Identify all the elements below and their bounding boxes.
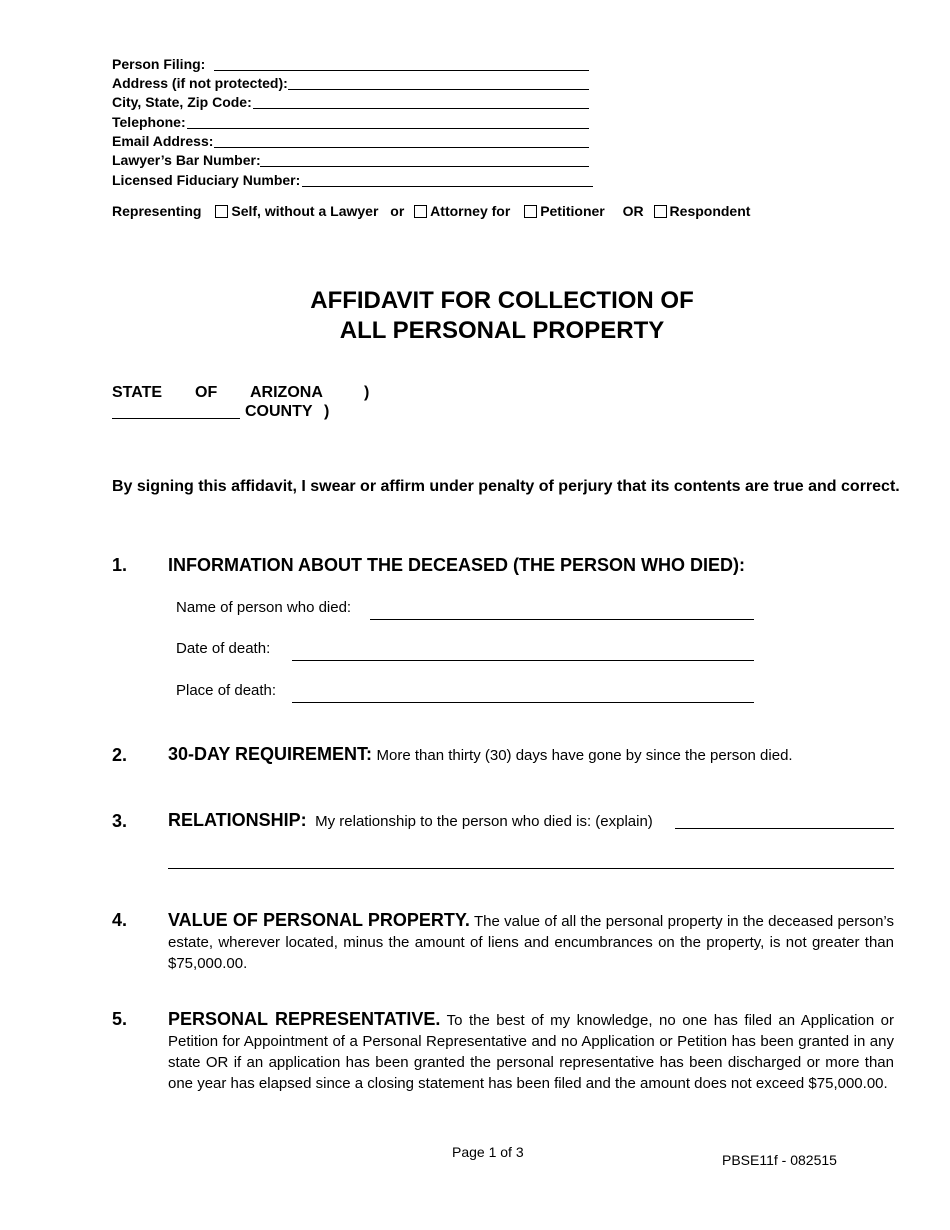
- attorney-label: Attorney for: [430, 203, 511, 219]
- county-name-line[interactable]: [112, 418, 240, 419]
- representing-row: [112, 203, 750, 219]
- name-of-deceased-label: Name of person who died:: [176, 599, 352, 616]
- document-title-line1: AFFIDAVIT FOR COLLECTION OF: [310, 287, 694, 314]
- section-3: [168, 810, 653, 831]
- relationship-line-1[interactable]: [675, 828, 894, 829]
- telephone-label: Telephone:: [112, 114, 186, 130]
- section-5-text: To the best of my knowledge, no one has filed an Application or Petition for Appointment of a Personal Representative and no Application or Petition has been granted in any state OR if an application has been granted the personal representative has been discharged or more than one year has elapsed since a closing statement has been filed and the amount does not exceed $75,000.00.: [168, 1012, 894, 1092]
- bar-number-label: Lawyer’s Bar Number:: [112, 152, 261, 168]
- section-4-heading: VALUE OF PERSONAL PROPERTY.: [168, 910, 470, 930]
- section-5-heading: PERSONAL REPRESENTATIVE.: [168, 1009, 441, 1029]
- city-state-zip-line[interactable]: [253, 108, 589, 109]
- section-4-text: The value of all the personal property in the deceased person’s estate, wherever located, minus the amount of liens and encumbrances on the property, is not greater than $75,000.00.: [168, 913, 894, 972]
- respondent-label: Respondent: [669, 203, 751, 219]
- person-filing-label: Person Filing:: [112, 56, 206, 72]
- or-label: or: [390, 203, 405, 219]
- document-title-line2: ALL PERSONAL PROPERTY: [339, 317, 665, 344]
- section-4-number: 4.: [112, 910, 128, 930]
- form-code: PBSE11f - 082515: [722, 1152, 837, 1168]
- petitioner-label: Petitioner: [540, 203, 605, 219]
- section-1-heading: INFORMATION ABOUT THE DECEASED (THE PERSON WHO DIED):: [168, 555, 745, 575]
- section-3-heading: RELATIONSHIP:: [168, 810, 307, 830]
- self-checkbox[interactable]: [215, 205, 228, 218]
- date-of-death-line[interactable]: [292, 660, 754, 661]
- or-caps-label: OR: [622, 203, 644, 219]
- venue-of: OF: [195, 384, 218, 401]
- page-number: Page 1 of 3: [452, 1144, 524, 1160]
- respondent-checkbox[interactable]: [654, 205, 667, 218]
- date-of-death-label: Date of death:: [176, 640, 271, 657]
- section-1-number: 1.: [112, 555, 128, 575]
- section-2-text: More than thirty (30) days have gone by since the person died.: [376, 747, 793, 764]
- bar-number-line[interactable]: [260, 166, 589, 167]
- fiduciary-number-line[interactable]: [302, 186, 593, 187]
- venue-paren-1: ): [364, 384, 370, 401]
- name-of-deceased-line[interactable]: [370, 619, 754, 620]
- section-5-number: 5.: [112, 1009, 128, 1029]
- address-line[interactable]: [288, 89, 589, 90]
- telephone-line[interactable]: [187, 128, 589, 129]
- address-label: Address (if not protected):: [112, 75, 288, 91]
- section-2-number: 2.: [112, 745, 128, 765]
- petitioner-checkbox[interactable]: [524, 205, 537, 218]
- venue-paren-2: ): [324, 403, 330, 420]
- oath-statement: By signing this affidavit, I swear or affirm under penalty of perjury that its contents are true and correct.: [112, 478, 900, 495]
- self-label: Self, without a Lawyer: [231, 203, 379, 219]
- section-3-text: My relationship to the person who died is: (explain): [315, 813, 653, 830]
- representing-label: Representing: [112, 203, 202, 219]
- venue-arizona: ARIZONA: [250, 384, 323, 401]
- venue-state: STATE: [112, 384, 163, 401]
- city-state-zip-label: City, State, Zip Code:: [112, 94, 252, 110]
- place-of-death-label: Place of death:: [176, 682, 277, 699]
- relationship-line-2[interactable]: [168, 868, 894, 869]
- email-line[interactable]: [214, 147, 589, 148]
- place-of-death-line[interactable]: [292, 702, 754, 703]
- section-4: [168, 910, 894, 974]
- attorney-checkbox[interactable]: [414, 205, 427, 218]
- section-2-heading: 30-DAY REQUIREMENT:: [168, 744, 373, 764]
- section-5: [168, 1009, 894, 1094]
- person-filing-line[interactable]: [214, 70, 589, 71]
- section-3-number: 3.: [112, 811, 128, 831]
- section-2: [168, 744, 793, 765]
- venue-county: COUNTY: [245, 403, 313, 420]
- email-label: Email Address:: [112, 133, 214, 149]
- fiduciary-number-label: Licensed Fiduciary Number:: [112, 172, 301, 188]
